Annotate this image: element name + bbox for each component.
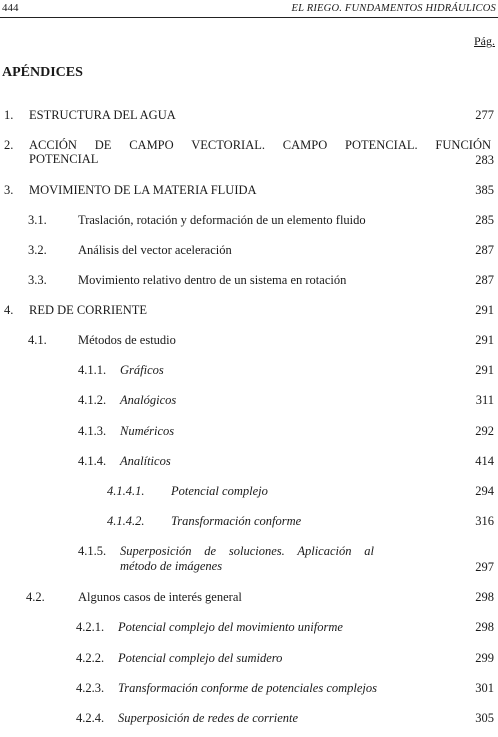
entry-page: 385 xyxy=(475,183,494,197)
entry-number: 4.1.4. xyxy=(78,454,107,468)
toc-entry[interactable] xyxy=(0,454,498,470)
toc-entry[interactable] xyxy=(0,333,498,349)
entry-page: 316 xyxy=(475,514,494,528)
section-title: APÉNDICES xyxy=(2,65,83,80)
toc-entry[interactable] xyxy=(0,138,498,170)
toc-entry[interactable] xyxy=(0,183,498,199)
entry-title: Algunos casos de interés general xyxy=(78,590,242,604)
page-number: 444 xyxy=(2,2,19,14)
entry-number: 4.2.4. xyxy=(76,711,105,725)
entry-title: MOVIMIENTO DE LA MATERIA FLUIDA xyxy=(29,183,257,197)
entry-page: 285 xyxy=(475,213,494,227)
toc-entry[interactable] xyxy=(0,620,498,636)
entry-title: Análisis del vector aceleración xyxy=(78,243,232,257)
entry-number: 4.2. xyxy=(26,590,45,604)
entry-page: 298 xyxy=(475,620,494,634)
entry-number: 4.2.2. xyxy=(76,651,105,665)
entry-title: Movimiento relativo dentro de un sistema en rotación xyxy=(78,273,347,287)
entry-number: 4.1.4.2. xyxy=(107,514,145,528)
entry-page: 291 xyxy=(475,333,494,347)
entry-page: 305 xyxy=(475,711,494,725)
entry-number: 4.2.3. xyxy=(76,681,105,695)
entry-number: 3.2. xyxy=(28,243,47,257)
toc-entry[interactable] xyxy=(0,303,498,319)
entry-number: 3. xyxy=(4,183,14,197)
entry-number: 4.1.4.1. xyxy=(107,484,145,498)
running-title: EL RIEGO. FUNDAMENTOS HIDRÁULICOS xyxy=(291,3,496,14)
entry-page: 298 xyxy=(475,590,494,604)
entry-title: ESTRUCTURA DEL AGUA xyxy=(29,108,176,122)
toc-entry[interactable] xyxy=(0,393,498,409)
entry-number: 4.1. xyxy=(28,333,47,347)
entry-title: Analógicos xyxy=(120,393,177,407)
entry-title: Potencial complejo xyxy=(171,484,268,498)
entry-title: Transformación conforme de potenciales complejos xyxy=(118,681,377,695)
entry-title: Superposición de redes de corriente xyxy=(118,711,299,725)
entry-title: Potencial complejo del movimiento uniforme xyxy=(118,620,343,634)
toc-entry[interactable] xyxy=(0,424,498,440)
entry-page: 414 xyxy=(475,454,494,468)
entry-title-line2: POTENCIAL xyxy=(29,152,99,166)
entry-title: Gráficos xyxy=(120,363,164,377)
entry-page: 291 xyxy=(475,303,494,317)
entry-number: 3.1. xyxy=(28,213,47,227)
entry-page: 287 xyxy=(475,243,494,257)
entry-number: 4.1.5. xyxy=(78,544,107,558)
entry-title-line2: método de imágenes xyxy=(120,559,223,573)
entry-number: 4.1.1. xyxy=(78,363,107,377)
toc-entry[interactable] xyxy=(0,108,498,124)
entry-page: 294 xyxy=(475,484,494,498)
entry-title: RED DE CORRIENTE xyxy=(29,303,148,317)
entry-number: 4.1.2. xyxy=(78,393,107,407)
entry-number: 1. xyxy=(4,108,14,122)
entry-page: 311 xyxy=(475,393,494,407)
toc-entry[interactable] xyxy=(0,711,498,727)
toc-entry[interactable] xyxy=(0,681,498,697)
entry-page: 297 xyxy=(475,560,494,574)
entry-number: 4.1.3. xyxy=(78,424,107,438)
entry-number: 4.2.1. xyxy=(76,620,105,634)
entry-number: 3.3. xyxy=(28,273,47,287)
toc-entry[interactable] xyxy=(0,213,498,229)
entry-page: 287 xyxy=(475,273,494,287)
header-rule xyxy=(0,17,498,18)
toc-entry[interactable] xyxy=(0,484,498,500)
entry-title: Potencial complejo del sumidero xyxy=(118,651,283,665)
entry-number: 2. xyxy=(4,138,14,152)
entry-page: 277 xyxy=(475,108,494,122)
entry-number: 4. xyxy=(4,303,14,317)
entry-title: Traslación, rotación y deformación de un elemento fluido xyxy=(78,213,366,227)
entry-title-line1: ACCIÓN DE CAMPO VECTORIAL. CAMPO POTENCIAL. FUNCIÓN xyxy=(29,138,491,152)
entry-page: 283 xyxy=(475,153,494,167)
entry-title: Analíticos xyxy=(120,454,171,468)
toc-entry[interactable] xyxy=(0,363,498,379)
toc-entry[interactable] xyxy=(0,243,498,259)
toc-entry[interactable] xyxy=(0,651,498,667)
toc-entry[interactable] xyxy=(0,273,498,289)
entry-page: 299 xyxy=(475,651,494,665)
toc-entry[interactable] xyxy=(0,544,498,576)
entry-page: 291 xyxy=(475,363,494,377)
entry-title: Métodos de estudio xyxy=(78,333,176,347)
entry-page: 292 xyxy=(475,424,494,438)
page-column-label: Pág. xyxy=(474,34,495,48)
toc-entry[interactable] xyxy=(0,590,498,606)
entry-title: Numéricos xyxy=(120,424,175,438)
toc-entry[interactable] xyxy=(0,514,498,530)
entry-title-line1: Superposición de soluciones. Aplicación al xyxy=(120,544,374,558)
entry-title: Transformación conforme xyxy=(171,514,302,528)
entry-page: 301 xyxy=(475,681,494,695)
